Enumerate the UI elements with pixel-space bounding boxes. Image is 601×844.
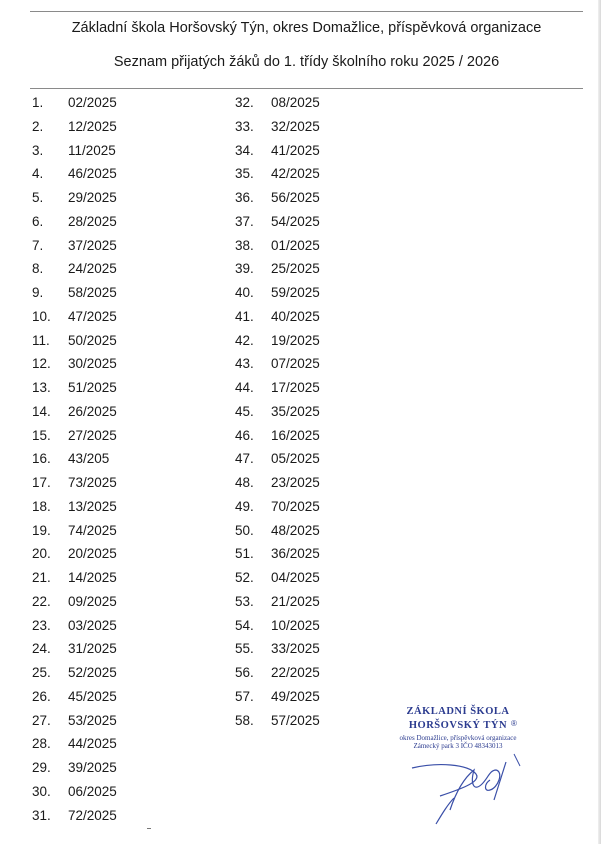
registration-code: 48/2025: [271, 522, 320, 538]
registration-code: 53/2025: [68, 712, 117, 728]
row-number: 14.: [32, 403, 51, 419]
row-number: 56.: [235, 665, 254, 680]
registration-code: 47/2025: [68, 308, 117, 324]
registration-code: 39/2025: [68, 760, 117, 775]
registration-code: 07/2025: [271, 356, 320, 372]
list-title-heading: Seznam přijatých žáků do 1. třídy školního roku 2025 / 2026: [113, 54, 500, 70]
registration-code: 35/2025: [271, 403, 320, 419]
row-number: 4.: [32, 166, 44, 182]
signature-icon: [378, 740, 548, 825]
student-row: [32, 143, 117, 167]
registration-code: 25/2025: [271, 261, 320, 277]
student-row: [235, 689, 320, 713]
student-row: [235, 570, 320, 594]
stamp-line-3: okres Domažlice, příspěvková organizace: [399, 734, 517, 742]
registration-code: 28/2025: [68, 213, 117, 229]
school-stamp: [378, 700, 548, 825]
student-row: [32, 736, 117, 760]
row-number: 6.: [32, 213, 44, 229]
row-number: 39.: [235, 261, 254, 277]
student-row: [32, 190, 117, 214]
registration-code: 42/2025: [271, 166, 320, 182]
student-row: [235, 309, 320, 333]
row-number: 2.: [32, 118, 44, 134]
row-number: 25.: [32, 665, 51, 680]
registration-code: 23/2025: [271, 475, 320, 490]
row-number: 22.: [32, 593, 51, 609]
row-number: 17.: [32, 475, 51, 490]
student-row: [32, 808, 117, 832]
row-number: 55.: [235, 641, 254, 657]
student-row: [32, 475, 117, 499]
registration-code: 44/2025: [68, 736, 117, 752]
row-number: 23.: [32, 617, 51, 633]
registration-code: 58/2025: [68, 285, 117, 300]
student-row: [32, 451, 117, 475]
student-row: [235, 428, 320, 452]
student-row: [32, 594, 117, 618]
row-number: 5.: [32, 190, 44, 205]
student-row: [32, 760, 117, 784]
student-row: [235, 190, 320, 214]
row-number: 42.: [235, 332, 254, 348]
row-number: 53.: [235, 593, 254, 609]
student-row: [32, 665, 117, 689]
registration-code: 26/2025: [68, 403, 117, 419]
registration-code: 40/2025: [271, 308, 320, 324]
row-number: 52.: [235, 570, 254, 585]
student-row: [235, 333, 320, 357]
registration-code: 37/2025: [68, 237, 117, 253]
row-number: 47.: [235, 451, 254, 467]
registration-code: 33/2025: [271, 641, 320, 657]
student-row: [235, 380, 320, 404]
registration-code: 46/2025: [68, 166, 117, 182]
registration-code: 19/2025: [271, 332, 320, 348]
student-row: [235, 499, 320, 523]
registration-code: 52/2025: [68, 665, 117, 680]
student-row: [32, 119, 117, 143]
student-row: [235, 523, 320, 547]
row-number: 37.: [235, 213, 254, 229]
row-number: 28.: [32, 736, 51, 752]
student-row: [32, 380, 117, 404]
registration-code: 01/2025: [271, 237, 320, 253]
stamp-registered-mark: ®: [511, 719, 517, 728]
row-number: 10.: [32, 308, 51, 324]
registration-code: 36/2025: [271, 546, 320, 562]
header-top-rule: [30, 11, 583, 12]
student-row: [32, 784, 117, 808]
student-row: [32, 214, 117, 238]
row-number: 9.: [32, 285, 44, 300]
row-number: 34.: [235, 142, 254, 158]
stamp-line-1: ZÁKLADNÍ ŠKOLA: [406, 706, 510, 717]
row-number: 26.: [32, 688, 51, 704]
row-number: 7.: [32, 237, 44, 253]
row-number: 43.: [235, 356, 254, 372]
row-number: 30.: [32, 783, 51, 799]
row-number: 27.: [32, 712, 51, 728]
row-number: 29.: [32, 760, 51, 775]
header-bottom-rule: [30, 88, 583, 89]
student-row: [32, 689, 117, 713]
registration-code: 31/2025: [68, 641, 117, 657]
row-number: 21.: [32, 570, 51, 585]
registration-code: 22/2025: [271, 665, 320, 680]
row-number: 33.: [235, 118, 254, 134]
student-row: [235, 713, 320, 737]
registration-code: 09/2025: [68, 593, 117, 609]
student-row: [32, 428, 117, 452]
student-row: [235, 214, 320, 238]
registration-code: 30/2025: [68, 356, 117, 372]
row-number: 19.: [32, 522, 51, 538]
row-number: 31.: [32, 807, 51, 823]
student-row: [32, 546, 117, 570]
student-row: [32, 356, 117, 380]
student-row: [32, 261, 117, 285]
row-number: 16.: [32, 451, 51, 467]
row-number: 1.: [32, 95, 44, 110]
student-row: [235, 665, 320, 689]
registration-code: 16/2025: [271, 427, 320, 443]
row-number: 41.: [235, 308, 254, 324]
registration-code: 14/2025: [68, 570, 117, 585]
registration-code: 59/2025: [271, 285, 320, 300]
row-number: 20.: [32, 546, 51, 562]
registration-code: 32/2025: [271, 118, 320, 134]
row-number: 50.: [235, 522, 254, 538]
registration-code: 13/2025: [68, 498, 117, 514]
row-number: 35.: [235, 166, 254, 182]
scan-mark: [147, 828, 151, 829]
student-row: [32, 641, 117, 665]
student-row: [32, 404, 117, 428]
student-row: [235, 594, 320, 618]
registration-code: 27/2025: [68, 427, 117, 443]
row-number: 44.: [235, 380, 254, 395]
row-number: 32.: [235, 95, 254, 110]
registration-code: 50/2025: [68, 332, 117, 348]
row-number: 51.: [235, 546, 254, 562]
row-number: 36.: [235, 190, 254, 205]
student-row: [235, 119, 320, 143]
student-row: [235, 238, 320, 262]
registration-code: 06/2025: [68, 783, 117, 799]
row-number: 48.: [235, 475, 254, 490]
row-number: 11.: [32, 332, 50, 348]
student-row: [32, 618, 117, 642]
row-number: 12.: [32, 356, 51, 372]
student-row: [235, 95, 320, 119]
row-number: 57.: [235, 688, 254, 704]
registration-code: 21/2025: [271, 593, 320, 609]
student-row: [235, 475, 320, 499]
student-row: [235, 356, 320, 380]
registration-code: 70/2025: [271, 498, 320, 514]
row-number: 13.: [32, 380, 51, 395]
registration-code: 03/2025: [68, 617, 117, 633]
registration-code: 29/2025: [68, 190, 117, 205]
student-row: [235, 404, 320, 428]
student-row: [235, 451, 320, 475]
registration-code: 73/2025: [68, 475, 117, 490]
student-row: [235, 166, 320, 190]
stamp-line-4: Zámecký park 3 IČO 48343013: [413, 742, 503, 750]
registration-code: 12/2025: [68, 118, 117, 134]
row-number: 8.: [32, 261, 44, 277]
student-row: [32, 285, 117, 309]
registration-code: 43/205: [68, 451, 110, 467]
student-row: [32, 499, 117, 523]
row-number: 24.: [32, 641, 51, 657]
student-row: [235, 261, 320, 285]
registration-code: 56/2025: [271, 190, 320, 205]
student-row: [235, 143, 320, 167]
row-number: 58.: [235, 712, 254, 728]
student-row: [32, 333, 117, 357]
registration-code: 24/2025: [68, 261, 117, 277]
student-row: [32, 309, 117, 333]
row-number: 54.: [235, 617, 254, 633]
row-number: 38.: [235, 237, 254, 253]
registration-code: 51/2025: [68, 380, 117, 395]
registration-code: 41/2025: [271, 142, 320, 158]
row-number: 18.: [32, 498, 51, 514]
student-row: [32, 238, 117, 262]
registration-code: 74/2025: [68, 522, 117, 538]
registration-code: 10/2025: [271, 617, 320, 633]
registration-code: 49/2025: [271, 688, 320, 704]
students-column-2: [235, 95, 320, 736]
registration-code: 04/2025: [271, 570, 320, 585]
student-row: [235, 618, 320, 642]
students-column-1: [32, 95, 117, 831]
registration-code: 17/2025: [271, 380, 320, 395]
stamp-line-2: HORŠOVSKÝ TÝN: [408, 720, 508, 731]
registration-code: 02/2025: [68, 95, 117, 110]
registration-code: 54/2025: [271, 213, 320, 229]
registration-code: 11/2025: [68, 142, 116, 158]
row-number: 3.: [32, 142, 44, 158]
registration-code: 08/2025: [271, 95, 320, 110]
registration-code: 45/2025: [68, 688, 117, 704]
row-number: 45.: [235, 403, 254, 419]
student-row: [32, 166, 117, 190]
student-row: [32, 570, 117, 594]
registration-code: 57/2025: [271, 712, 320, 728]
student-row: [32, 95, 117, 119]
row-number: 15.: [32, 427, 51, 443]
registration-code: 72/2025: [68, 807, 117, 823]
row-number: 46.: [235, 427, 254, 443]
student-row: [235, 546, 320, 570]
student-row: [235, 285, 320, 309]
school-name-heading: Základní škola Horšovský Týn, okres Domažlice, příspěvková organizace: [71, 20, 542, 36]
student-row: [32, 713, 117, 737]
row-number: 49.: [235, 498, 254, 514]
row-number: 40.: [235, 285, 254, 300]
student-row: [32, 523, 117, 547]
registration-code: 20/2025: [68, 546, 117, 562]
registration-code: 05/2025: [271, 451, 320, 467]
student-row: [235, 641, 320, 665]
